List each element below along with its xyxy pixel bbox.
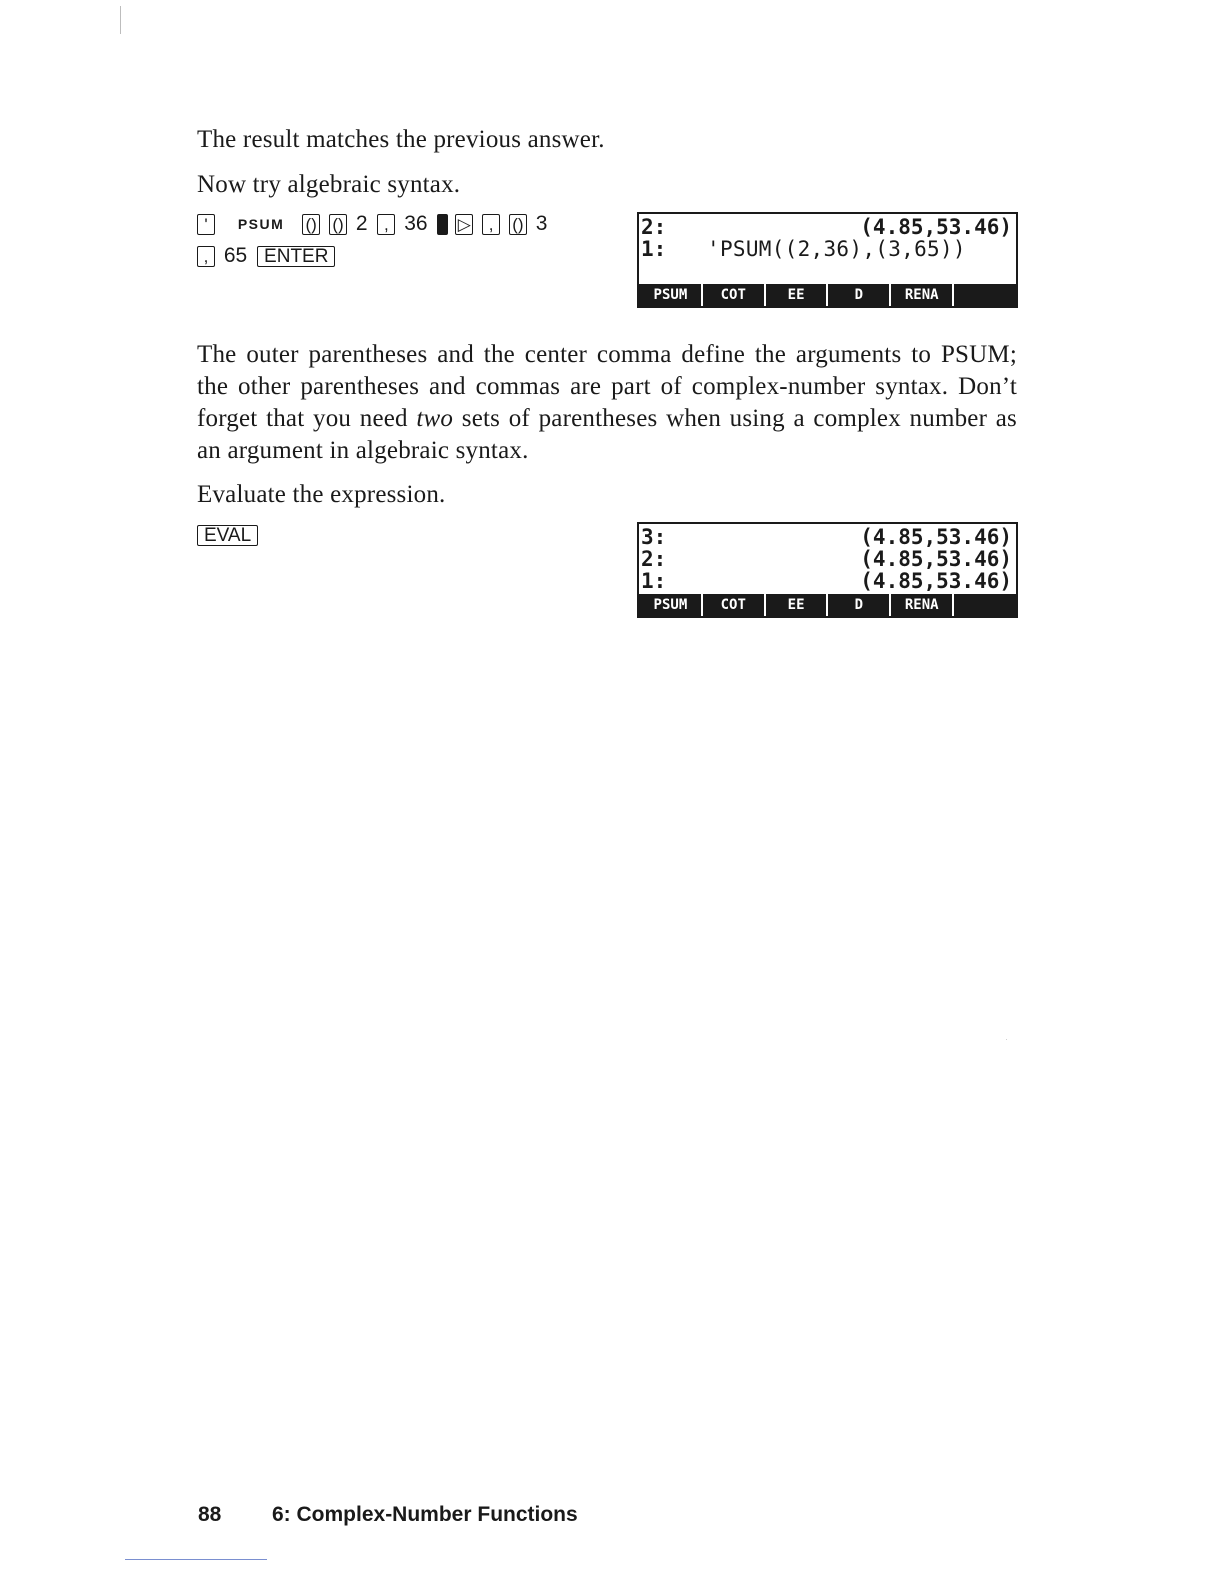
stack-level-label: 1:: [641, 569, 667, 593]
paragraph-text: The outer parentheses and the center comma define the arguments to PSUM; the other parentheses and commas are part of complex-number syntax. Don’t forget that you need: [197, 341, 1017, 432]
keystroke-sequence-line-1: [197, 212, 551, 236]
chapter-title: 6: Complex-Number Functions: [272, 1503, 578, 1526]
softkey-ee: EE: [766, 594, 829, 616]
emphasis-two: two: [416, 405, 454, 432]
stack-level-1: [641, 238, 1012, 260]
comma-key: ,: [377, 214, 395, 235]
page-number: 88: [198, 1503, 222, 1526]
stack-level-2: [641, 216, 1012, 238]
keystroke-sequence-eval: [197, 523, 261, 547]
softkey-d: D: [828, 284, 891, 306]
quote-key: ': [197, 214, 215, 235]
keystroke-sequence-line-2: [197, 244, 338, 268]
stack-level-label: 2:: [641, 547, 667, 571]
parentheses-key: (): [509, 214, 527, 235]
stack-value: (4.85,53.46): [860, 215, 1012, 239]
stack-value: (4.85,53.46): [860, 569, 1012, 593]
paragraph-evaluate: Evaluate the expression.: [197, 481, 446, 508]
stack-value: (4.85,53.46): [860, 547, 1012, 571]
softkey-ee: EE: [766, 284, 829, 306]
softkey-blank: [954, 594, 1015, 616]
softkey-d: D: [828, 594, 891, 616]
digit-entry: 36: [404, 212, 428, 236]
calculator-display-1: [637, 212, 1018, 308]
margin-line: [120, 6, 121, 34]
stack-level-1: [641, 570, 1012, 592]
softkey-rena: RENA: [891, 594, 954, 616]
digit-entry: 65: [223, 244, 248, 268]
stack-value: 'PSUM((2,36),(3,65)): [707, 237, 966, 261]
scan-speck: [1006, 1039, 1007, 1040]
eval-key: EVAL: [197, 525, 258, 546]
softkey-rena: RENA: [891, 284, 954, 306]
stack-level-3: [641, 526, 1012, 548]
softkey-cot: COT: [703, 284, 766, 306]
parentheses-key: (): [302, 214, 320, 235]
calculator-display-2: [637, 522, 1018, 618]
psum-menu-key: PSUM: [237, 216, 285, 233]
page-footer: [198, 1503, 578, 1527]
enter-key: ENTER: [257, 246, 335, 267]
comma-key: ,: [482, 214, 500, 235]
paragraph-explanation: [197, 339, 1017, 467]
paragraph-text: sets of parentheses when using a complex number as an argument in algebraic syntax.: [197, 405, 1017, 464]
digit-entry: 2: [355, 212, 368, 236]
parentheses-key: (): [329, 214, 347, 235]
digit-entry: 3: [535, 212, 548, 236]
right-arrow-key: ▷: [455, 214, 473, 235]
stack-level-2: [641, 548, 1012, 570]
softkey-psum: PSUM: [640, 284, 703, 306]
softkey-cot: COT: [703, 594, 766, 616]
stack-level-label: 1:: [641, 237, 667, 261]
softkey-menu: [639, 594, 1016, 616]
comma-key: ,: [197, 246, 215, 267]
bottom-rule: [125, 1559, 267, 1560]
right-shift-key: [437, 214, 448, 235]
softkey-menu: [639, 284, 1016, 306]
paragraph-result: The result matches the previous answer.: [197, 126, 605, 153]
stack-level-label: 2:: [641, 215, 667, 239]
stack-level-label: 3:: [641, 525, 667, 549]
stack-value: (4.85,53.46): [860, 525, 1012, 549]
paragraph-try-algebraic: Now try algebraic syntax.: [197, 171, 461, 198]
softkey-blank: [954, 284, 1015, 306]
softkey-psum: PSUM: [640, 594, 703, 616]
